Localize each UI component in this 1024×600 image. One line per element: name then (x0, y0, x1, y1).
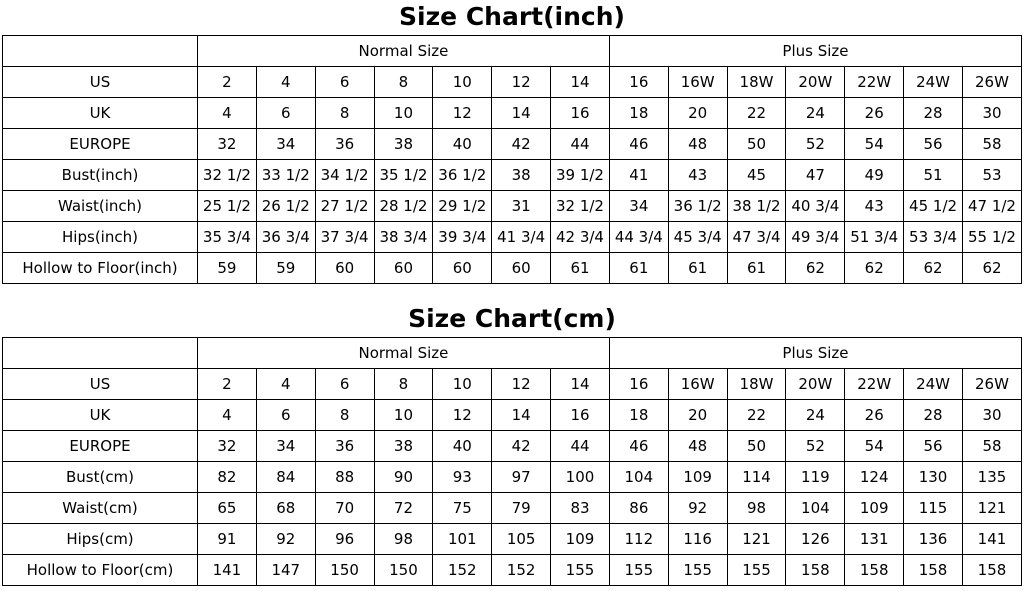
table-cell: 18 (609, 400, 668, 431)
table-row (3, 129, 1022, 160)
size-chart-block-1 (0, 0, 1024, 284)
table-cell: 39 3/4 (433, 222, 492, 253)
table-cell: 14 (551, 369, 610, 400)
table-cell: 97 (492, 462, 551, 493)
table-cell: 10 (374, 400, 433, 431)
table-cell: 109 (845, 493, 904, 524)
table-cell: 45 (727, 160, 786, 191)
table-cell: 41 3/4 (492, 222, 551, 253)
row-label: US (3, 369, 198, 400)
group-header-row (3, 338, 1022, 369)
group-header-plus-size: Plus Size (609, 338, 1021, 369)
table-cell: 6 (315, 369, 374, 400)
table-cell: 126 (786, 524, 845, 555)
table-cell: 61 (609, 253, 668, 284)
row-label: Waist(cm) (3, 493, 198, 524)
table-cell: 38 (374, 431, 433, 462)
table-cell: 16W (668, 67, 727, 98)
table-cell: 32 (198, 431, 257, 462)
group-header-normal-size: Normal Size (198, 36, 610, 67)
table-cell: 30 (962, 98, 1021, 129)
table-cell: 34 (609, 191, 668, 222)
table-cell: 32 1/2 (551, 191, 610, 222)
table-cell: 141 (962, 524, 1021, 555)
table-cell: 61 (727, 253, 786, 284)
table-cell: 155 (668, 555, 727, 586)
table-cell: 12 (433, 98, 492, 129)
table-cell: 92 (256, 524, 315, 555)
table-cell: 92 (668, 493, 727, 524)
table-cell: 101 (433, 524, 492, 555)
table-cell: 39 1/2 (551, 160, 610, 191)
table-row (3, 253, 1022, 284)
table-cell: 41 (609, 160, 668, 191)
table-cell: 18W (727, 369, 786, 400)
table-cell: 26W (962, 369, 1021, 400)
table-cell: 40 (433, 129, 492, 160)
table-cell: 42 (492, 431, 551, 462)
table-cell: 93 (433, 462, 492, 493)
table-cell: 59 (198, 253, 257, 284)
table-cell: 158 (786, 555, 845, 586)
table-cell: 32 1/2 (198, 160, 257, 191)
table-cell: 44 (551, 431, 610, 462)
table-cell: 60 (315, 253, 374, 284)
table-cell: 84 (256, 462, 315, 493)
table-cell: 26 (845, 400, 904, 431)
table-cell: 8 (374, 67, 433, 98)
table-cell: 53 (962, 160, 1021, 191)
table-cell: 24 (786, 98, 845, 129)
table-cell: 119 (786, 462, 845, 493)
table-cell: 36 (315, 129, 374, 160)
table-cell: 14 (492, 98, 551, 129)
table-cell: 26 (845, 98, 904, 129)
row-label: EUROPE (3, 431, 198, 462)
table-row (3, 524, 1022, 555)
table-cell: 51 (904, 160, 963, 191)
table-cell: 8 (315, 98, 374, 129)
table-cell: 28 (904, 400, 963, 431)
table-cell: 43 (668, 160, 727, 191)
table-cell: 90 (374, 462, 433, 493)
size-table (2, 337, 1022, 586)
table-cell: 4 (198, 98, 257, 129)
table-cell: 155 (727, 555, 786, 586)
table-row (3, 191, 1022, 222)
table-cell: 135 (962, 462, 1021, 493)
table-cell: 40 (433, 431, 492, 462)
table-cell: 12 (433, 400, 492, 431)
table-cell: 46 (609, 129, 668, 160)
table-cell: 58 (962, 129, 1021, 160)
table-cell: 62 (786, 253, 845, 284)
table-cell: 14 (492, 400, 551, 431)
table-cell: 158 (904, 555, 963, 586)
table-cell: 91 (198, 524, 257, 555)
table-cell: 60 (492, 253, 551, 284)
table-cell: 61 (551, 253, 610, 284)
table-cell: 34 1/2 (315, 160, 374, 191)
table-cell: 36 1/2 (433, 160, 492, 191)
table-cell: 152 (492, 555, 551, 586)
row-label: Hollow to Floor(cm) (3, 555, 198, 586)
table-cell: 136 (904, 524, 963, 555)
table-cell: 68 (256, 493, 315, 524)
table-cell: 51 3/4 (845, 222, 904, 253)
table-cell: 35 3/4 (198, 222, 257, 253)
table-cell: 150 (315, 555, 374, 586)
table-cell: 49 (845, 160, 904, 191)
row-label: Hips(inch) (3, 222, 198, 253)
table-cell: 150 (374, 555, 433, 586)
table-cell: 141 (198, 555, 257, 586)
table-cell: 34 (256, 431, 315, 462)
table-cell: 104 (609, 462, 668, 493)
table-cell: 18 (609, 98, 668, 129)
table-cell: 62 (904, 253, 963, 284)
table-cell: 48 (668, 129, 727, 160)
table-cell: 46 (609, 431, 668, 462)
table-cell: 121 (962, 493, 1021, 524)
table-cell: 70 (315, 493, 374, 524)
table-cell: 43 (845, 191, 904, 222)
table-cell: 147 (256, 555, 315, 586)
table-cell: 115 (904, 493, 963, 524)
table-cell: 24W (904, 67, 963, 98)
table-row (3, 160, 1022, 191)
table-cell: 109 (551, 524, 610, 555)
table-row (3, 98, 1022, 129)
table-cell: 62 (962, 253, 1021, 284)
table-cell: 56 (904, 129, 963, 160)
table-cell: 12 (492, 369, 551, 400)
table-cell: 35 1/2 (374, 160, 433, 191)
table-cell: 109 (668, 462, 727, 493)
table-cell: 2 (198, 369, 257, 400)
table-cell: 29 1/2 (433, 191, 492, 222)
chart-title: Size Chart(inch) (399, 2, 625, 31)
table-cell: 56 (904, 431, 963, 462)
table-cell: 83 (551, 493, 610, 524)
table-cell: 50 (727, 129, 786, 160)
table-cell: 8 (315, 400, 374, 431)
table-cell: 100 (551, 462, 610, 493)
table-cell: 50 (727, 431, 786, 462)
table-cell: 10 (433, 67, 492, 98)
table-cell: 54 (845, 431, 904, 462)
table-cell: 114 (727, 462, 786, 493)
row-label: Hips(cm) (3, 524, 198, 555)
table-cell: 16 (609, 67, 668, 98)
table-cell: 47 (786, 160, 845, 191)
row-label: UK (3, 98, 198, 129)
size-table (2, 35, 1022, 284)
table-cell: 53 3/4 (904, 222, 963, 253)
table-corner-cell (3, 338, 198, 369)
table-cell: 152 (433, 555, 492, 586)
table-cell: 40 3/4 (786, 191, 845, 222)
table-cell: 112 (609, 524, 668, 555)
row-label: EUROPE (3, 129, 198, 160)
table-cell: 12 (492, 67, 551, 98)
table-row (3, 462, 1022, 493)
table-cell: 47 3/4 (727, 222, 786, 253)
table-cell: 20W (786, 67, 845, 98)
table-cell: 98 (727, 493, 786, 524)
table-cell: 116 (668, 524, 727, 555)
table-cell: 28 (904, 98, 963, 129)
table-cell: 14 (551, 67, 610, 98)
table-cell: 36 1/2 (668, 191, 727, 222)
table-cell: 37 3/4 (315, 222, 374, 253)
row-label: Hollow to Floor(inch) (3, 253, 198, 284)
table-cell: 62 (845, 253, 904, 284)
table-row (3, 67, 1022, 98)
table-cell: 61 (668, 253, 727, 284)
table-cell: 24W (904, 369, 963, 400)
table-cell: 55 1/2 (962, 222, 1021, 253)
table-row (3, 493, 1022, 524)
table-cell: 44 3/4 (609, 222, 668, 253)
table-cell: 54 (845, 129, 904, 160)
table-cell: 25 1/2 (198, 191, 257, 222)
table-cell: 65 (198, 493, 257, 524)
table-cell: 4 (256, 67, 315, 98)
table-cell: 22W (845, 369, 904, 400)
table-cell: 79 (492, 493, 551, 524)
table-cell: 16W (668, 369, 727, 400)
table-cell: 45 3/4 (668, 222, 727, 253)
table-cell: 22 (727, 400, 786, 431)
table-row (3, 431, 1022, 462)
group-header-plus-size: Plus Size (609, 36, 1021, 67)
table-cell: 28 1/2 (374, 191, 433, 222)
table-cell: 104 (786, 493, 845, 524)
row-label: Bust(inch) (3, 160, 198, 191)
table-cell: 6 (256, 98, 315, 129)
table-cell: 6 (315, 67, 374, 98)
table-cell: 42 (492, 129, 551, 160)
table-cell: 59 (256, 253, 315, 284)
row-label: US (3, 67, 198, 98)
table-cell: 36 (315, 431, 374, 462)
table-cell: 49 3/4 (786, 222, 845, 253)
table-cell: 20W (786, 369, 845, 400)
table-cell: 38 1/2 (727, 191, 786, 222)
table-row (3, 400, 1022, 431)
table-cell: 124 (845, 462, 904, 493)
table-cell: 155 (551, 555, 610, 586)
table-cell: 24 (786, 400, 845, 431)
table-cell: 105 (492, 524, 551, 555)
table-cell: 52 (786, 129, 845, 160)
table-cell: 32 (198, 129, 257, 160)
table-cell: 18W (727, 67, 786, 98)
table-cell: 2 (198, 67, 257, 98)
row-label: Waist(inch) (3, 191, 198, 222)
table-cell: 8 (374, 369, 433, 400)
table-cell: 131 (845, 524, 904, 555)
chart-title: Size Chart(cm) (408, 304, 616, 333)
group-header-normal-size: Normal Size (198, 338, 610, 369)
chart-separator (0, 284, 1024, 302)
row-label: UK (3, 400, 198, 431)
table-cell: 158 (962, 555, 1021, 586)
table-cell: 158 (845, 555, 904, 586)
group-header-row (3, 36, 1022, 67)
table-cell: 38 (492, 160, 551, 191)
table-cell: 10 (433, 369, 492, 400)
table-cell: 60 (374, 253, 433, 284)
table-cell: 98 (374, 524, 433, 555)
table-cell: 34 (256, 129, 315, 160)
table-row (3, 369, 1022, 400)
row-label: Bust(cm) (3, 462, 198, 493)
table-cell: 20 (668, 400, 727, 431)
table-cell: 27 1/2 (315, 191, 374, 222)
table-cell: 4 (256, 369, 315, 400)
table-cell: 4 (198, 400, 257, 431)
table-cell: 22 (727, 98, 786, 129)
table-cell: 88 (315, 462, 374, 493)
table-cell: 22W (845, 67, 904, 98)
table-row (3, 555, 1022, 586)
table-cell: 20 (668, 98, 727, 129)
table-cell: 44 (551, 129, 610, 160)
table-cell: 58 (962, 431, 1021, 462)
table-cell: 130 (904, 462, 963, 493)
table-cell: 86 (609, 493, 668, 524)
table-cell: 45 1/2 (904, 191, 963, 222)
table-cell: 16 (551, 400, 610, 431)
table-cell: 48 (668, 431, 727, 462)
table-cell: 10 (374, 98, 433, 129)
table-cell: 33 1/2 (256, 160, 315, 191)
table-row (3, 222, 1022, 253)
table-cell: 82 (198, 462, 257, 493)
table-cell: 42 3/4 (551, 222, 610, 253)
table-cell: 30 (962, 400, 1021, 431)
table-cell: 6 (256, 400, 315, 431)
table-cell: 31 (492, 191, 551, 222)
size-chart-block-2 (0, 302, 1024, 586)
table-cell: 16 (609, 369, 668, 400)
table-cell: 36 3/4 (256, 222, 315, 253)
table-cell: 38 3/4 (374, 222, 433, 253)
table-cell: 121 (727, 524, 786, 555)
table-cell: 72 (374, 493, 433, 524)
table-cell: 38 (374, 129, 433, 160)
table-cell: 26 1/2 (256, 191, 315, 222)
table-corner-cell (3, 36, 198, 67)
table-cell: 96 (315, 524, 374, 555)
table-cell: 52 (786, 431, 845, 462)
table-cell: 47 1/2 (962, 191, 1021, 222)
table-cell: 16 (551, 98, 610, 129)
table-cell: 60 (433, 253, 492, 284)
table-cell: 155 (609, 555, 668, 586)
table-cell: 26W (962, 67, 1021, 98)
table-cell: 75 (433, 493, 492, 524)
